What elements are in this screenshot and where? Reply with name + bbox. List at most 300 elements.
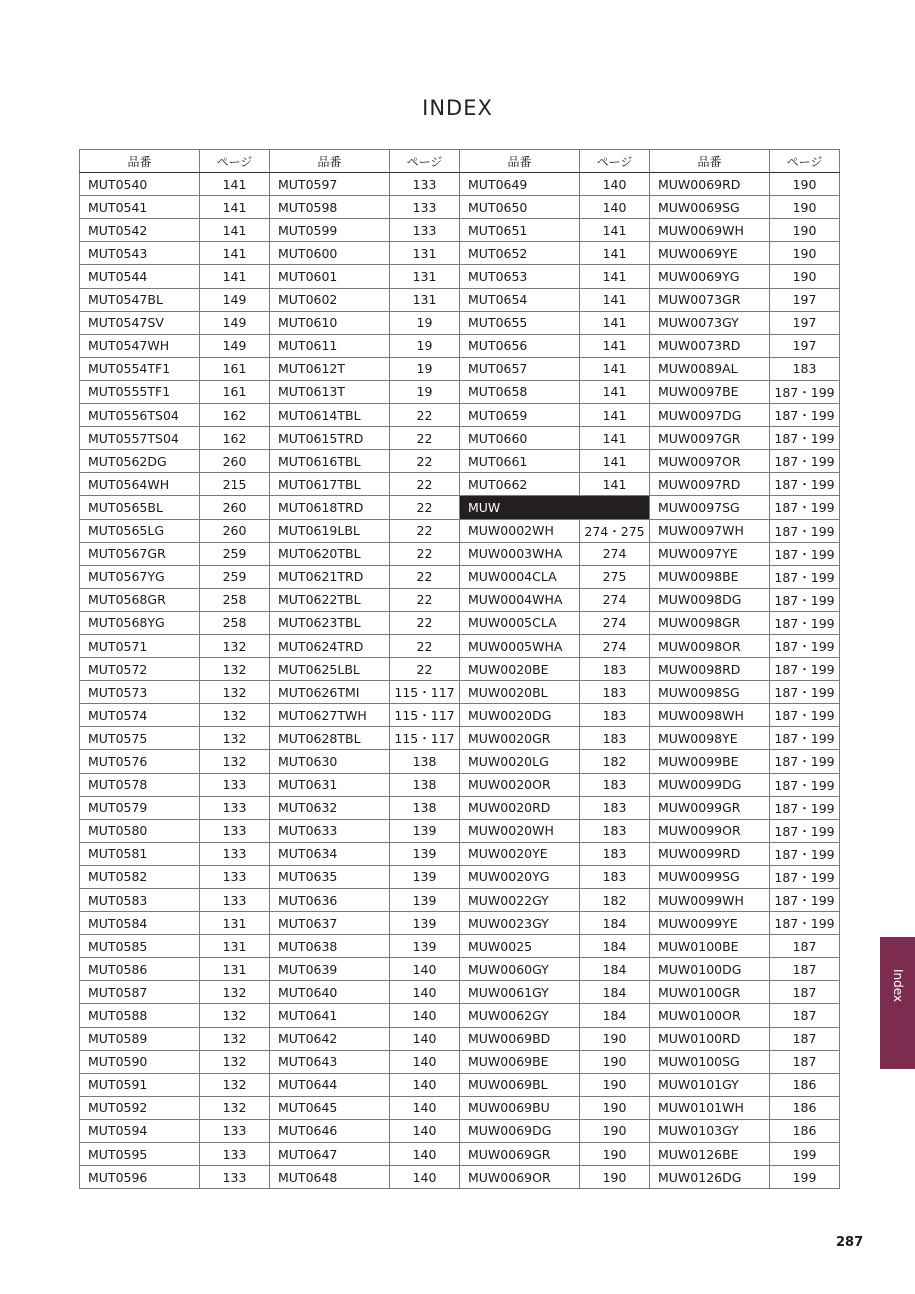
part-number-cell: MUT0642 xyxy=(270,1027,390,1050)
part-number-cell: MUW0069WH xyxy=(650,219,770,242)
page-cell: 133 xyxy=(390,173,460,196)
page-cell: 141 xyxy=(580,357,650,380)
page-cell: 258 xyxy=(200,588,270,611)
page-cell: 141 xyxy=(200,196,270,219)
part-number-cell: MUT0588 xyxy=(80,1004,200,1027)
page-cell: 190 xyxy=(580,1027,650,1050)
page-cell: 132 xyxy=(200,1073,270,1096)
table-row xyxy=(80,865,840,888)
part-number-cell: MUT0658 xyxy=(460,380,580,403)
part-number-cell: MUW0020WH xyxy=(460,819,580,842)
part-number-cell: MUT0544 xyxy=(80,265,200,288)
page-cell: 138 xyxy=(390,773,460,796)
page-cell: 141 xyxy=(580,242,650,265)
part-number-cell: MUT0650 xyxy=(460,196,580,219)
part-number-cell: MUW0089AL xyxy=(650,357,770,380)
part-number-cell: MUT0621TRD xyxy=(270,565,390,588)
page-cell: 140 xyxy=(390,958,460,981)
page-cell: 139 xyxy=(390,842,460,865)
part-number-cell: MUW0023GY xyxy=(460,912,580,935)
part-number-cell: MUW0100GR xyxy=(650,981,770,1004)
part-number-cell: MUT0661 xyxy=(460,450,580,473)
table-row xyxy=(80,357,840,380)
table-row xyxy=(80,404,840,427)
part-number-cell: MUW0020YE xyxy=(460,842,580,865)
part-number-cell: MUT0590 xyxy=(80,1050,200,1073)
table-row xyxy=(80,750,840,773)
part-number-cell: MUW0060GY xyxy=(460,958,580,981)
page-cell: 186 xyxy=(770,1096,840,1119)
part-number-cell: MUW0069OR xyxy=(460,1166,580,1189)
page-cell: 22 xyxy=(390,473,460,496)
table-row xyxy=(80,496,840,519)
page-cell: 187・199 xyxy=(770,496,840,519)
part-number-cell: MUW0022GY xyxy=(460,889,580,912)
page-cell: 190 xyxy=(580,1166,650,1189)
part-number-cell: MUT0587 xyxy=(80,981,200,1004)
part-number-cell: MUW0099WH xyxy=(650,889,770,912)
page-cell: 274 xyxy=(580,634,650,657)
page-cell: 187・199 xyxy=(770,542,840,565)
page-cell: 133 xyxy=(200,773,270,796)
part-number-cell: MUW0099BE xyxy=(650,750,770,773)
part-number-cell: MUW0100BE xyxy=(650,935,770,958)
part-number-cell: MUW0097YE xyxy=(650,542,770,565)
part-number-cell: MUT0632 xyxy=(270,796,390,819)
part-number-cell: MUT0613T xyxy=(270,380,390,403)
page-cell: 260 xyxy=(200,496,270,519)
part-number-cell: MUT0586 xyxy=(80,958,200,981)
section-header-cell: MUW xyxy=(460,496,650,519)
page-cell: 190 xyxy=(580,1143,650,1166)
column-header-part-number: 品番 xyxy=(270,150,390,173)
part-number-cell: MUW0097OR xyxy=(650,450,770,473)
page-cell: 190 xyxy=(580,1096,650,1119)
page-cell: 141 xyxy=(580,427,650,450)
table-row xyxy=(80,565,840,588)
part-number-cell: MUW0099DG xyxy=(650,773,770,796)
page-cell: 187 xyxy=(770,1004,840,1027)
part-number-cell: MUT0580 xyxy=(80,819,200,842)
page-cell: 187 xyxy=(770,981,840,1004)
page-cell: 161 xyxy=(200,357,270,380)
page-cell: 132 xyxy=(200,681,270,704)
page-cell: 184 xyxy=(580,935,650,958)
part-number-cell: MUW0004WHA xyxy=(460,588,580,611)
part-number-cell: MUT0599 xyxy=(270,219,390,242)
page-cell: 190 xyxy=(770,265,840,288)
part-number-cell: MUT0628TBL xyxy=(270,727,390,750)
part-number-cell: MUW0005CLA xyxy=(460,611,580,634)
page-cell: 133 xyxy=(200,1166,270,1189)
page-cell: 260 xyxy=(200,450,270,473)
table-row xyxy=(80,912,840,935)
page-cell: 182 xyxy=(580,750,650,773)
page-cell: 133 xyxy=(390,219,460,242)
page-cell: 184 xyxy=(580,912,650,935)
page-cell: 187・199 xyxy=(770,912,840,935)
part-number-cell: MUT0567GR xyxy=(80,542,200,565)
part-number-cell: MUW0069BD xyxy=(460,1027,580,1050)
part-number-cell: MUT0626TMI xyxy=(270,681,390,704)
page-cell: 140 xyxy=(390,1096,460,1119)
table-row xyxy=(80,634,840,657)
page-cell: 131 xyxy=(390,288,460,311)
page-cell: 19 xyxy=(390,380,460,403)
page-cell: 131 xyxy=(390,265,460,288)
part-number-cell: MUT0610 xyxy=(270,311,390,334)
table-row xyxy=(80,380,840,403)
page-cell: 140 xyxy=(390,1119,460,1142)
part-number-cell: MUT0555TF1 xyxy=(80,380,200,403)
page-cell: 22 xyxy=(390,542,460,565)
page-cell: 199 xyxy=(770,1143,840,1166)
page-cell: 132 xyxy=(200,1027,270,1050)
page-cell: 133 xyxy=(200,1143,270,1166)
column-header-page: ページ xyxy=(580,150,650,173)
table-row xyxy=(80,265,840,288)
table-row xyxy=(80,889,840,912)
page-cell: 187 xyxy=(770,1050,840,1073)
part-number-cell: MUW0069GR xyxy=(460,1143,580,1166)
page-cell: 141 xyxy=(200,173,270,196)
page-cell: 183 xyxy=(580,773,650,796)
part-number-cell: MUT0575 xyxy=(80,727,200,750)
part-number-cell: MUT0589 xyxy=(80,1027,200,1050)
table-row xyxy=(80,1166,840,1189)
part-number-cell: MUT0638 xyxy=(270,935,390,958)
page-cell: 187・199 xyxy=(770,819,840,842)
part-number-cell: MUW0100OR xyxy=(650,1004,770,1027)
part-number-cell: MUT0652 xyxy=(460,242,580,265)
page-cell: 132 xyxy=(200,704,270,727)
page-cell: 190 xyxy=(580,1073,650,1096)
page-cell: 190 xyxy=(770,173,840,196)
part-number-cell: MUW0020RD xyxy=(460,796,580,819)
table-row xyxy=(80,1096,840,1119)
table-row xyxy=(80,219,840,242)
page-cell: 187・199 xyxy=(770,588,840,611)
page-cell: 141 xyxy=(580,219,650,242)
page-cell: 140 xyxy=(580,196,650,219)
part-number-cell: MUT0660 xyxy=(460,427,580,450)
part-number-cell: MUT0594 xyxy=(80,1119,200,1142)
page-cell: 186 xyxy=(770,1119,840,1142)
part-number-cell: MUW0069BU xyxy=(460,1096,580,1119)
page-cell: 149 xyxy=(200,334,270,357)
table-row xyxy=(80,981,840,1004)
part-number-cell: MUT0547WH xyxy=(80,334,200,357)
part-number-cell: MUT0611 xyxy=(270,334,390,357)
part-number-cell: MUT0596 xyxy=(80,1166,200,1189)
page-cell: 141 xyxy=(580,404,650,427)
part-number-cell: MUT0581 xyxy=(80,842,200,865)
part-number-cell: MUW0101WH xyxy=(650,1096,770,1119)
table-row xyxy=(80,242,840,265)
section-side-tab[interactable] xyxy=(880,937,915,1069)
page-cell: 187・199 xyxy=(770,519,840,542)
page-cell: 199 xyxy=(770,1166,840,1189)
page-cell: 133 xyxy=(390,196,460,219)
page-cell: 141 xyxy=(580,311,650,334)
page-cell: 215 xyxy=(200,473,270,496)
part-number-cell: MUW0073GR xyxy=(650,288,770,311)
part-number-cell: MUW0099SG xyxy=(650,865,770,888)
page-cell: 187・199 xyxy=(770,750,840,773)
part-number-cell: MUW0061GY xyxy=(460,981,580,1004)
table-row xyxy=(80,796,840,819)
part-number-cell: MUT0574 xyxy=(80,704,200,727)
page-cell: 141 xyxy=(200,219,270,242)
part-number-cell: MUW0020GR xyxy=(460,727,580,750)
part-number-cell: MUT0565BL xyxy=(80,496,200,519)
part-number-cell: MUT0662 xyxy=(460,473,580,496)
page-cell: 184 xyxy=(580,1004,650,1027)
part-number-cell: MUW0098GR xyxy=(650,611,770,634)
page-cell: 187・199 xyxy=(770,681,840,704)
part-number-cell: MUT0634 xyxy=(270,842,390,865)
page-cell: 22 xyxy=(390,658,460,681)
part-number-cell: MUT0602 xyxy=(270,288,390,311)
page-cell: 187・199 xyxy=(770,380,840,403)
part-number-cell: MUT0617TBL xyxy=(270,473,390,496)
part-number-cell: MUT0653 xyxy=(460,265,580,288)
part-number-cell: MUT0619LBL xyxy=(270,519,390,542)
part-number-cell: MUW0069RD xyxy=(650,173,770,196)
part-number-cell: MUT0554TF1 xyxy=(80,357,200,380)
page-cell: 133 xyxy=(200,1119,270,1142)
part-number-cell: MUT0614TBL xyxy=(270,404,390,427)
page-cell: 190 xyxy=(580,1050,650,1073)
part-number-cell: MUW0126DG xyxy=(650,1166,770,1189)
page-cell: 187 xyxy=(770,935,840,958)
page-cell: 183 xyxy=(580,842,650,865)
page-cell: 132 xyxy=(200,727,270,750)
page-cell: 161 xyxy=(200,380,270,403)
table-row xyxy=(80,311,840,334)
part-number-cell: MUT0618TRD xyxy=(270,496,390,519)
page-cell: 22 xyxy=(390,565,460,588)
page-cell: 274・275 xyxy=(580,519,650,542)
part-number-cell: MUW0097BE xyxy=(650,380,770,403)
side-tab-label: Index xyxy=(891,969,905,1003)
page-cell: 183 xyxy=(770,357,840,380)
part-number-cell: MUW0069DG xyxy=(460,1119,580,1142)
part-number-cell: MUT0649 xyxy=(460,173,580,196)
part-number-cell: MUW0100SG xyxy=(650,1050,770,1073)
part-number-cell: MUT0583 xyxy=(80,889,200,912)
part-number-cell: MUT0639 xyxy=(270,958,390,981)
page-cell: 187・199 xyxy=(770,727,840,750)
part-number-cell: MUT0585 xyxy=(80,935,200,958)
part-number-cell: MUW0098YE xyxy=(650,727,770,750)
page-cell: 19 xyxy=(390,311,460,334)
table-row xyxy=(80,611,840,634)
part-number-cell: MUW0098SG xyxy=(650,681,770,704)
page-cell: 190 xyxy=(770,219,840,242)
page-cell: 141 xyxy=(580,265,650,288)
table-row xyxy=(80,288,840,311)
part-number-cell: MUT0630 xyxy=(270,750,390,773)
page-cell: 141 xyxy=(580,473,650,496)
part-number-cell: MUT0562DG xyxy=(80,450,200,473)
table-row xyxy=(80,173,840,196)
page-cell: 184 xyxy=(580,958,650,981)
page-cell: 187・199 xyxy=(770,773,840,796)
column-header-page: ページ xyxy=(390,150,460,173)
page-cell: 140 xyxy=(390,1004,460,1027)
part-number-cell: MUW0020DG xyxy=(460,704,580,727)
table-row xyxy=(80,473,840,496)
part-number-cell: MUW0099YE xyxy=(650,912,770,935)
page-title: INDEX xyxy=(422,96,493,120)
table-row xyxy=(80,1027,840,1050)
part-number-cell: MUT0625LBL xyxy=(270,658,390,681)
part-number-cell: MUW0098BE xyxy=(650,565,770,588)
page-cell: 19 xyxy=(390,357,460,380)
page-cell: 162 xyxy=(200,404,270,427)
part-number-cell: MUW0100DG xyxy=(650,958,770,981)
part-number-cell: MUW0005WHA xyxy=(460,634,580,657)
page-cell: 187・199 xyxy=(770,565,840,588)
part-number-cell: MUT0631 xyxy=(270,773,390,796)
part-number-cell: MUW0097RD xyxy=(650,473,770,496)
page-cell: 187・199 xyxy=(770,404,840,427)
page-cell: 260 xyxy=(200,519,270,542)
page-cell: 187・199 xyxy=(770,842,840,865)
part-number-cell: MUT0643 xyxy=(270,1050,390,1073)
page-cell: 22 xyxy=(390,427,460,450)
page-cell: 140 xyxy=(390,1050,460,1073)
table-row xyxy=(80,658,840,681)
part-number-cell: MUT0541 xyxy=(80,196,200,219)
part-number-cell: MUW0020LG xyxy=(460,750,580,773)
part-number-cell: MUW0073RD xyxy=(650,334,770,357)
page-cell: 149 xyxy=(200,311,270,334)
part-number-cell: MUT0584 xyxy=(80,912,200,935)
page-cell: 187 xyxy=(770,1027,840,1050)
page-cell: 183 xyxy=(580,727,650,750)
part-number-cell: MUT0597 xyxy=(270,173,390,196)
page-cell: 139 xyxy=(390,865,460,888)
part-number-cell: MUT0637 xyxy=(270,912,390,935)
part-number-cell: MUW0062GY xyxy=(460,1004,580,1027)
part-number-cell: MUW0069YE xyxy=(650,242,770,265)
part-number-cell: MUT0572 xyxy=(80,658,200,681)
part-number-cell: MUT0591 xyxy=(80,1073,200,1096)
part-number-cell: MUT0612T xyxy=(270,357,390,380)
page-cell: 138 xyxy=(390,750,460,773)
part-number-cell: MUT0656 xyxy=(460,334,580,357)
page-cell: 133 xyxy=(200,819,270,842)
page-cell: 139 xyxy=(390,912,460,935)
part-number-cell: MUT0543 xyxy=(80,242,200,265)
page-cell: 190 xyxy=(580,1119,650,1142)
page-cell: 275 xyxy=(580,565,650,588)
table-row xyxy=(80,450,840,473)
part-number-cell: MUW0020BL xyxy=(460,681,580,704)
page-cell: 22 xyxy=(390,588,460,611)
page-cell: 183 xyxy=(580,658,650,681)
page-cell: 140 xyxy=(390,1073,460,1096)
part-number-cell: MUT0645 xyxy=(270,1096,390,1119)
page-cell: 131 xyxy=(200,935,270,958)
page-cell: 141 xyxy=(580,450,650,473)
page-cell: 133 xyxy=(200,865,270,888)
table-row xyxy=(80,1119,840,1142)
page-cell: 141 xyxy=(580,334,650,357)
part-number-cell: MUT0627TWH xyxy=(270,704,390,727)
page-cell: 187・199 xyxy=(770,889,840,912)
page-cell: 115・117 xyxy=(390,704,460,727)
page-cell: 132 xyxy=(200,750,270,773)
part-number-cell: MUW0073GY xyxy=(650,311,770,334)
part-number-cell: MUT0622TBL xyxy=(270,588,390,611)
page-cell: 187・199 xyxy=(770,611,840,634)
page-cell: 183 xyxy=(580,819,650,842)
table-row xyxy=(80,935,840,958)
page-cell: 187・199 xyxy=(770,658,840,681)
part-number-cell: MUW0099RD xyxy=(650,842,770,865)
part-number-cell: MUT0600 xyxy=(270,242,390,265)
table-row xyxy=(80,1073,840,1096)
part-number-cell: MUT0540 xyxy=(80,173,200,196)
part-number-cell: MUT0623TBL xyxy=(270,611,390,634)
page-cell: 140 xyxy=(390,1166,460,1189)
part-number-cell: MUT0616TBL xyxy=(270,450,390,473)
page-cell: 162 xyxy=(200,427,270,450)
table-row xyxy=(80,334,840,357)
page-cell: 22 xyxy=(390,496,460,519)
page-cell: 187・199 xyxy=(770,427,840,450)
page-cell: 140 xyxy=(580,173,650,196)
table-row xyxy=(80,427,840,450)
part-number-cell: MUW0098DG xyxy=(650,588,770,611)
part-number-cell: MUT0640 xyxy=(270,981,390,1004)
part-number-cell: MUT0601 xyxy=(270,265,390,288)
page-cell: 133 xyxy=(200,842,270,865)
page-cell: 140 xyxy=(390,1027,460,1050)
page-cell: 138 xyxy=(390,796,460,819)
page-cell: 132 xyxy=(200,1004,270,1027)
part-number-cell: MUT0651 xyxy=(460,219,580,242)
page-cell: 187 xyxy=(770,958,840,981)
part-number-cell: MUT0659 xyxy=(460,404,580,427)
page-cell: 259 xyxy=(200,565,270,588)
table-row xyxy=(80,542,840,565)
column-header-part-number: 品番 xyxy=(650,150,770,173)
part-number-cell: MUT0648 xyxy=(270,1166,390,1189)
page-cell: 141 xyxy=(200,242,270,265)
page-cell: 149 xyxy=(200,288,270,311)
page-cell: 183 xyxy=(580,796,650,819)
page-cell: 22 xyxy=(390,450,460,473)
page-cell: 22 xyxy=(390,404,460,427)
part-number-cell: MUT0576 xyxy=(80,750,200,773)
page-cell: 132 xyxy=(200,634,270,657)
part-number-cell: MUT0547BL xyxy=(80,288,200,311)
page-cell: 197 xyxy=(770,334,840,357)
part-number-cell: MUT0579 xyxy=(80,796,200,819)
page-cell: 274 xyxy=(580,611,650,634)
page-cell: 197 xyxy=(770,311,840,334)
table-row xyxy=(80,588,840,611)
part-number-cell: MUT0641 xyxy=(270,1004,390,1027)
page-cell: 186 xyxy=(770,1073,840,1096)
part-number-cell: MUT0598 xyxy=(270,196,390,219)
page-cell: 141 xyxy=(580,380,650,403)
page-cell: 133 xyxy=(200,889,270,912)
